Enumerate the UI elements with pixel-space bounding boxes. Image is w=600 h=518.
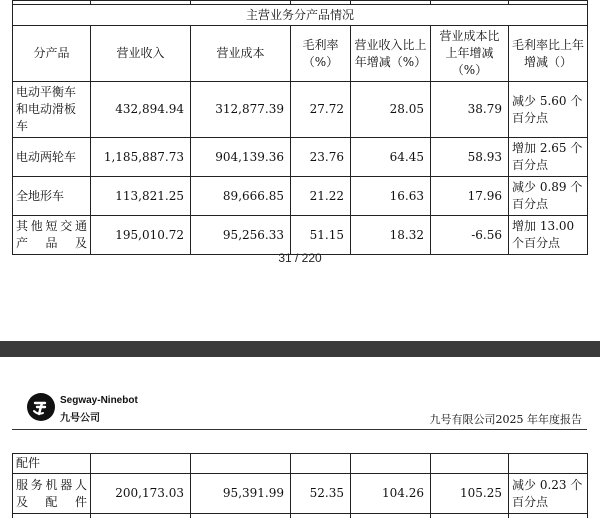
table-row	[13, 474, 588, 514]
cost-change-cell: 58.93	[431, 138, 509, 177]
page-gap-margin	[0, 357, 600, 367]
logo-text-cn: 九号公司	[60, 409, 100, 424]
cost-change-cell: 17.96	[431, 177, 509, 216]
revenue-change-cell: 28.05	[351, 82, 431, 138]
product-table-continued	[12, 453, 588, 518]
header-row	[13, 26, 588, 82]
revenue-change-cell: 64.45	[351, 138, 431, 177]
cost-cell: 312,877.39	[191, 82, 291, 138]
header-cost-change: 营业成本比上年增减（%）	[431, 26, 509, 82]
header-margin: 毛利率（%）	[291, 26, 351, 82]
table-caption: 主营业务分产品情况	[13, 5, 588, 26]
product-name-continued: 配件	[13, 454, 91, 474]
product-name: 电动两轮车	[13, 138, 91, 177]
cost-cell: 89,666.85	[191, 177, 291, 216]
cost-change-cell: 105.25	[431, 474, 509, 514]
cost-change-cell: 38.79	[431, 82, 509, 138]
revenue-change-cell: 18.32	[351, 216, 431, 255]
cost-cell: 904,139.36	[191, 138, 291, 177]
margin-cell: 52.35	[291, 474, 351, 514]
segway-ninebot-logo-icon	[26, 392, 56, 422]
table-row	[13, 138, 588, 177]
margin-cell: 21.22	[291, 177, 351, 216]
margin-change-cell: 减少 5.60 个百分点	[509, 82, 588, 138]
header-cost: 营业成本	[191, 26, 291, 82]
cost-change-cell: -6.56	[431, 216, 509, 255]
revenue-cell: 1,185,887.73	[91, 138, 191, 177]
table-row	[13, 177, 588, 216]
margin-cell: 23.76	[291, 138, 351, 177]
logo-text-en: Segway-Ninebot	[60, 395, 138, 406]
margin-change-cell: 减少 0.23 个百分点	[509, 474, 588, 514]
revenue-cell: 200,173.03	[91, 474, 191, 514]
header-revenue: 营业收入	[91, 26, 191, 82]
report-header-title: 九号有限公司2025 年年度报告	[430, 411, 583, 427]
table-row	[13, 216, 588, 255]
product-name: 全地形车	[13, 177, 91, 216]
revenue-change-cell: 16.63	[351, 177, 431, 216]
header-revenue-change: 营业收入比上年增减（%）	[351, 26, 431, 82]
page-number: 31 / 220	[0, 251, 600, 265]
margin-change-cell: 增加 13.00 个百分点	[509, 216, 588, 255]
product-table-continued-wrap	[12, 453, 587, 518]
caption-row	[13, 5, 588, 26]
product-table-wrap	[12, 0, 587, 255]
margin-cell: 27.72	[291, 82, 351, 138]
continued-row	[13, 454, 588, 474]
product-table	[12, 0, 588, 255]
header-product: 分产品	[13, 26, 91, 82]
margin-change-cell: 减少 0.89 个百分点	[509, 177, 588, 216]
company-logo	[26, 392, 146, 424]
header-margin-change: 毛利率比上年增减（）	[509, 26, 588, 82]
margin-change-cell: 增加 2.65 个百分点	[509, 138, 588, 177]
table-row	[13, 82, 588, 138]
header-divider	[12, 429, 587, 430]
cost-cell: 95,391.99	[191, 474, 291, 514]
margin-cell: 51.15	[291, 216, 351, 255]
cost-cell: 95,256.33	[191, 216, 291, 255]
page-gap	[0, 341, 600, 357]
product-name: 其他短交通产品及	[13, 216, 91, 255]
revenue-cell: 113,821.25	[91, 177, 191, 216]
revenue-cell: 432,894.94	[91, 82, 191, 138]
revenue-cell: 195,010.72	[91, 216, 191, 255]
product-name: 服务机器人及配件	[13, 474, 91, 514]
product-name: 电动平衡车和电动滑板车	[13, 82, 91, 138]
cut-row	[13, 514, 588, 518]
page-bottom	[0, 367, 600, 511]
revenue-change-cell: 104.26	[351, 474, 431, 514]
